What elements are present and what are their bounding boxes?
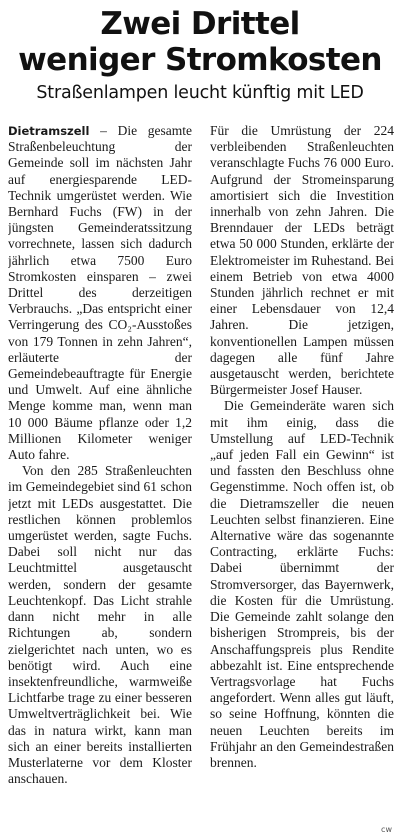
dateline: Dietramszell: [8, 124, 90, 138]
paragraph-council-decision: Die Gemeinderäte waren sich mit ihm einig, dass die Umstellung auf LED-Technik „auf jeden Fall ein Gewinn“ ist und fassten den Beschluss ohne Gegenstimme. Noch offen ist, ob die Dietramszeller die neuen Leuchten selbst finanzieren. Eine Alternative wäre das sogenannte Contracting, erklärte Fuchs: Dabei übernimmt der Stromversorger, das Bayernwerk, die Kosten für die Umrüstung. Die Gemeinde zahlt solange den bisherigen Strompreis, bis der Anschaffungspreis plus Rendite abbezahlt ist. Eine entsprechende Vertragsvorlage hat Fuchs angefordert. Wenn alles gut läuft, so seine Hoffnung, könnten die neuen Leuchten bereits im Frühjahr an den Gemeindestraßen brennen.: [210, 398, 394, 770]
right-column: [210, 123, 394, 835]
headline-line-1: Zwei Drittel: [100, 6, 300, 42]
dateline-dash: –: [89, 123, 118, 138]
paragraph-intro-text: Die gesamte Straßenbeleuchtung der Gemeinde soll im nächsten Jahr auf energiesparende LED-Technik umgerüstet werden. Wie Bernhard Fuchs (FW) in der jüngsten Gemeinderatssitzung vorrechnete, lassen sich dadurch jährlich etwa 7500 Euro Stromkosten einsparen – zwei Drittel des derzeitigen Verbrauchs. „Das entspricht einer Verringerung des CO₂-Ausstoßes von 179 Tonnen in zehn Jahren“, erläuterte der Gemeindebeauftragte für Energie und Umwelt. Auf eine ähnliche Menge komme man, wenn man 10 000 Bäume pflanze oder 1,2 Millionen Kilometer weniger Auto fahre.: [8, 123, 192, 463]
subheadline: Straßenlampen leucht künftig mit LED: [36, 83, 364, 103]
article-body: [8, 123, 394, 835]
left-column: [8, 123, 192, 835]
author-initials: cw: [381, 825, 392, 834]
headline: [8, 6, 392, 78]
paragraph-costs: Für die Umrüstung der 224 verbleibenden Straßenleuchten veranschlagte Fuchs 76 000 Euro. Aufgrund der Stromeinsparung amortisiert sich die Investition innerhalb von zehn Jahren. Die Brenndauer der LEDs beträgt etwa 50 000 Stunden, erklärte der Elektromeister im Ruhestand. Bei einem Betrieb von etwa 4000 Stunden jährlich rechnet er mit einer Lebensdauer von 12,4 Jahren. Die jetzigen, konventionellen Lampen müssen dagegen alle fünf Jahre ausgetauscht werden, berichtete Bürgermeister Josef Hauser.: [210, 123, 394, 398]
paragraph-intro: [8, 123, 192, 463]
headline-line-2: weniger Stromkosten: [18, 42, 382, 78]
paragraph-streetlights: Von den 285 Straßenleuchten im Gemeindegebiet sind 61 schon jetzt mit LEDs ausgestattet. Die restlichen können problemlos umgerüstet werden, sagte Fuchs. Dabei soll nicht nur das Leuchtmittel ausgetauscht werden, sondern der gesamte Leuchtenkopf. Das Licht strahle dann nicht mehr in alle Richtungen ab, sondern zielgerichtet nach unten, wo es benötigt wird. Auch eine insektenfreundliche, warmweiße Lichtfarbe trage zu einer besseren Umweltverträglichkeit bei. Wie das in natura wirkt, kann man sich an einer bereits installierten Musterlaterne vor dem Kloster anschauen.: [8, 463, 192, 787]
